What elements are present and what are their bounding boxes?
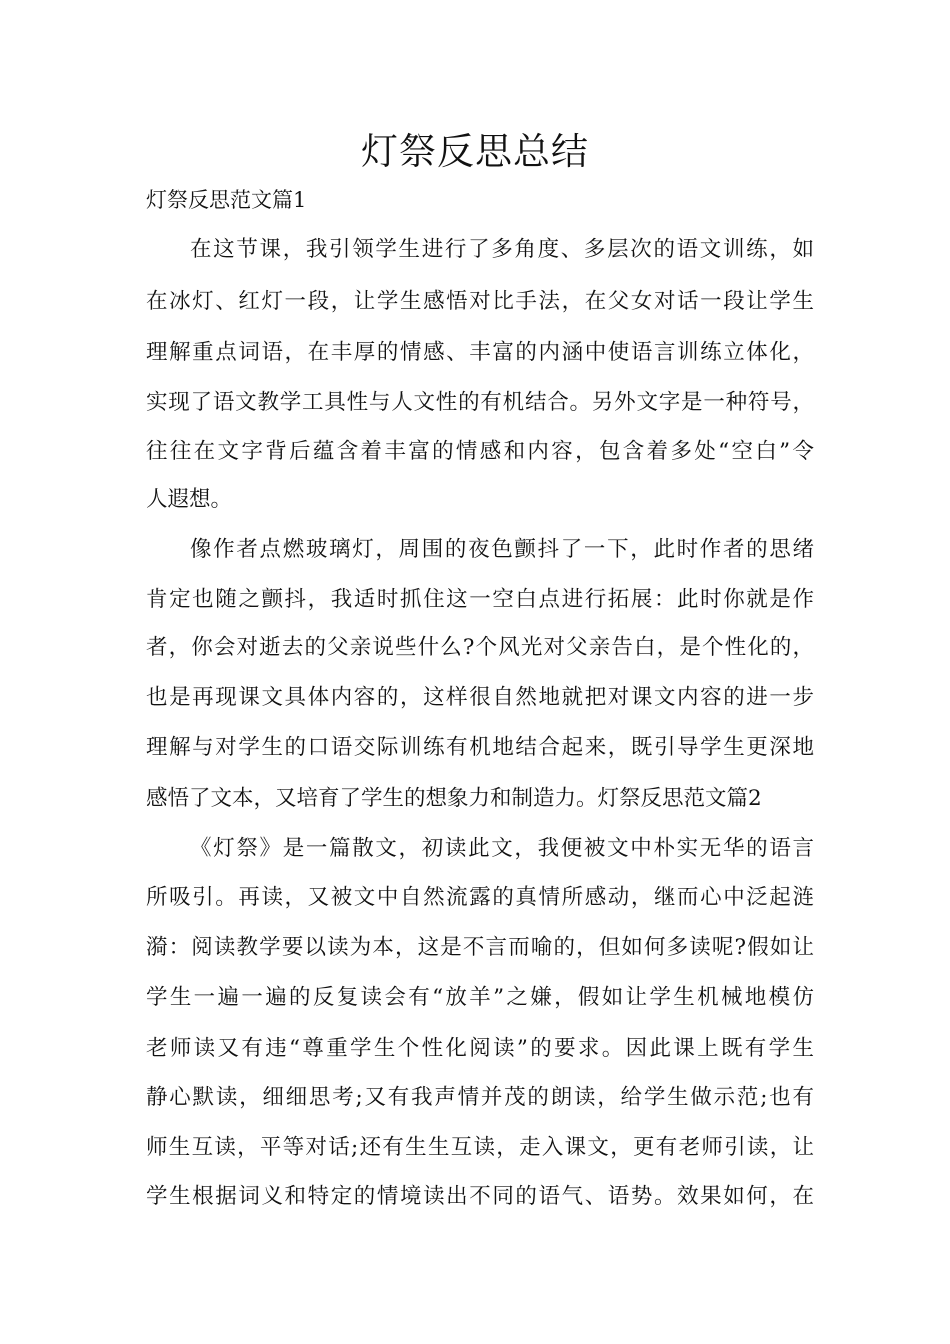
paragraph-line: 往往在文字背后蕴含着丰富的情感和内容，包含着多处“空白”令 xyxy=(146,439,814,464)
paragraph-line: 在这节课，我引领学生进行了多角度、多层次的语文训练，如 xyxy=(190,237,814,262)
paragraph-line: 也是再现课文具体内容的，这样很自然地就把对课文内容的进一步 xyxy=(146,685,814,710)
paragraph-line: 实现了语文教学工具性与人文性的有机结合。另外文字是一种符号， xyxy=(146,390,814,415)
paragraph-line: 学生根据词义和特定的情境读出不同的语气、语势。效果如何，在 xyxy=(146,1184,814,1209)
document-title: 灯祭反思总结 xyxy=(361,130,589,173)
paragraph-line: 漪：阅读教学要以读为本，这是不言而喻的，但如何多读呢?假如让 xyxy=(146,935,814,960)
paragraph-line: 者，你会对逝去的父亲说些什么?个风光对父亲告白，是个性化的， xyxy=(146,635,814,660)
paragraph-line: 肯定也随之颤抖，我适时抓住这一空白点进行拓展：此时你就是作 xyxy=(146,587,814,612)
paragraph-line: 所吸引。再读，又被文中自然流露的真情所感动，继而心中泛起涟 xyxy=(146,885,814,910)
paragraph-line: 理解重点词语，在丰厚的情感、丰富的内涵中使语言训练立体化， xyxy=(146,340,814,365)
paragraph-line: 《灯祭》是一篇散文，初读此文，我便被文中朴实无华的语言 xyxy=(190,836,814,861)
paragraph-line: 感悟了文本，又培育了学生的想象力和制造力。灯祭反思范文篇2 xyxy=(146,786,762,811)
paragraph-line: 在冰灯、红灯一段，让学生感悟对比手法，在父女对话一段让学生 xyxy=(146,289,814,314)
paragraph-line: 师生互读，平等对话;还有生生互读，走入课文，更有老师引读，让 xyxy=(146,1135,814,1160)
paragraph-line: 理解与对学生的口语交际训练有机地结合起来，既引导学生更深地 xyxy=(146,735,814,760)
paragraph-line: 人遐想。 xyxy=(146,487,233,512)
paragraph-line: 像作者点燃玻璃灯，周围的夜色颤抖了一下，此时作者的思绪 xyxy=(190,537,814,562)
paragraph-line: 静心默读，细细思考;又有我声情并茂的朗读，给学生做示范;也有 xyxy=(146,1085,814,1110)
section-heading: 灯祭反思范文篇1 xyxy=(146,188,307,212)
paragraph-line: 学生一遍一遍的反复读会有“放羊”之嫌，假如让学生机械地模仿 xyxy=(146,985,814,1010)
paragraph-line: 老师读又有违“尊重学生个性化阅读”的要求。因此课上既有学生 xyxy=(146,1036,814,1061)
